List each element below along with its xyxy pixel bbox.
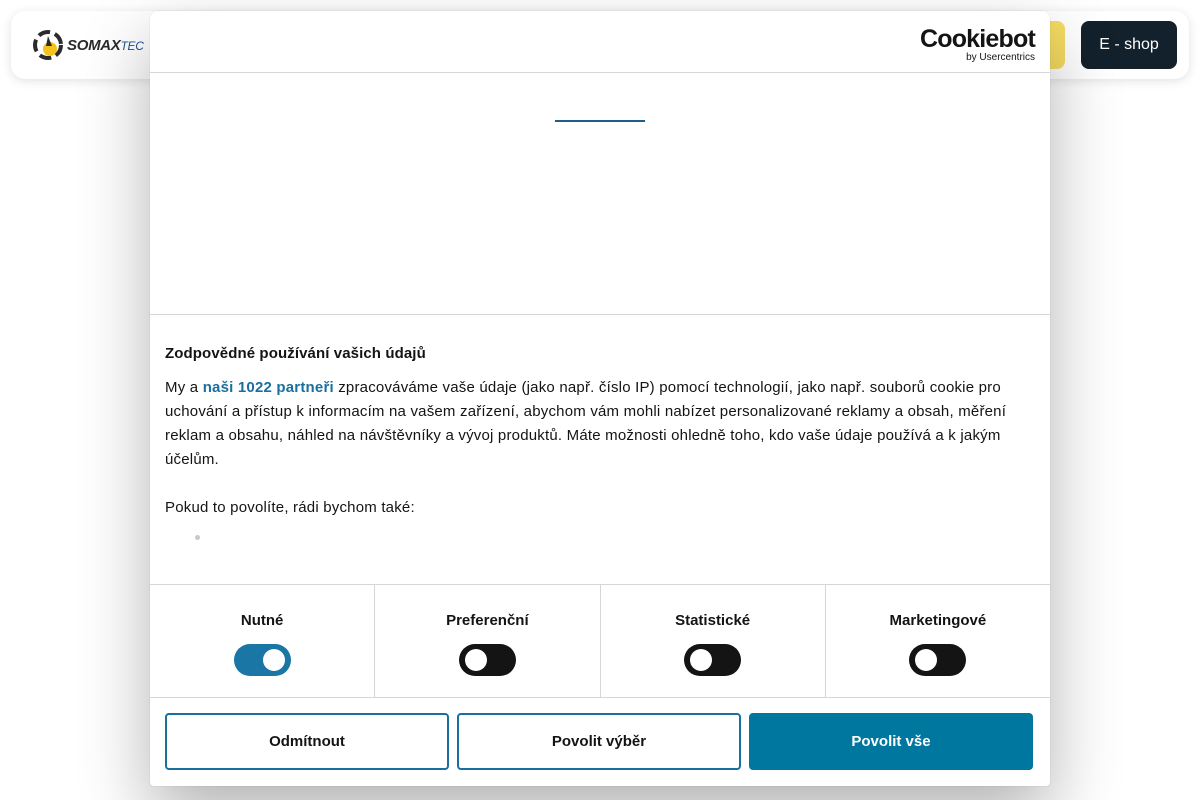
category-marketing bbox=[826, 585, 1050, 697]
category-label: Nutné bbox=[240, 612, 284, 629]
preferences-toggle[interactable] bbox=[459, 644, 516, 676]
active-tab-indicator[interactable] bbox=[555, 120, 645, 122]
consent-intro: My a naši 1022 partneři zpracováváme vaše údaje (jako např. číslo IP) pomocí technologií, jako např. souborů cookie pro uchování a přístup k informacím na vašem zařízení, abychom vám mohli nabízet personalizované reklamy a obsah, měření reklam a obsahu, náhled na návštěvníky a vývoj produktů. Máte možnosti ohledně toho, kdo vaše údaje používá a k jakým účelům. bbox=[165, 379, 1007, 468]
permission-text: Pokud to povolíte, rádi bychom také: bbox=[165, 499, 415, 516]
somax-logo-icon bbox=[33, 30, 63, 60]
cookie-consent-dialog bbox=[150, 11, 1050, 786]
marketing-toggle[interactable] bbox=[909, 644, 966, 676]
eshop-button[interactable]: E - shop bbox=[1081, 21, 1177, 69]
list-item bbox=[165, 526, 1035, 556]
category-label: Marketingové bbox=[889, 612, 987, 629]
allow-all-button[interactable]: Povolit vše bbox=[749, 713, 1033, 770]
dialog-header bbox=[150, 11, 1050, 73]
consent-body bbox=[150, 315, 1050, 556]
partners-link[interactable]: naši 1022 partneři bbox=[202, 379, 334, 396]
toggle-knob bbox=[263, 649, 285, 671]
cookiebot-logo-main: Cookiebot bbox=[919, 25, 1035, 53]
category-label: Statistické bbox=[675, 612, 751, 629]
category-necessary bbox=[150, 585, 375, 697]
category-statistics bbox=[601, 585, 826, 697]
cookiebot-logo-sub: by Usercentrics bbox=[966, 52, 1035, 63]
statistics-toggle[interactable] bbox=[684, 644, 741, 676]
reject-button[interactable]: Odmítnout bbox=[165, 713, 449, 770]
consent-categories bbox=[150, 584, 1050, 698]
consent-buttons bbox=[165, 713, 1033, 771]
allow-selection-button[interactable]: Povolit výběr bbox=[457, 713, 741, 770]
necessary-toggle[interactable] bbox=[234, 644, 291, 676]
somax-logo[interactable] bbox=[33, 29, 144, 61]
toggle-knob bbox=[465, 649, 487, 671]
cookiebot-logo[interactable] bbox=[920, 27, 1035, 63]
toggle-knob bbox=[915, 649, 937, 671]
category-preferences bbox=[375, 585, 600, 697]
toggle-knob bbox=[690, 649, 712, 671]
category-label: Preferenční bbox=[446, 612, 529, 629]
consent-heading: Zodpovědné používání vašich údajů bbox=[165, 345, 426, 362]
permission-list bbox=[165, 526, 1035, 556]
dialog-tab-area bbox=[150, 73, 1050, 315]
somax-logo-text: SOMAXTEC bbox=[67, 36, 144, 54]
